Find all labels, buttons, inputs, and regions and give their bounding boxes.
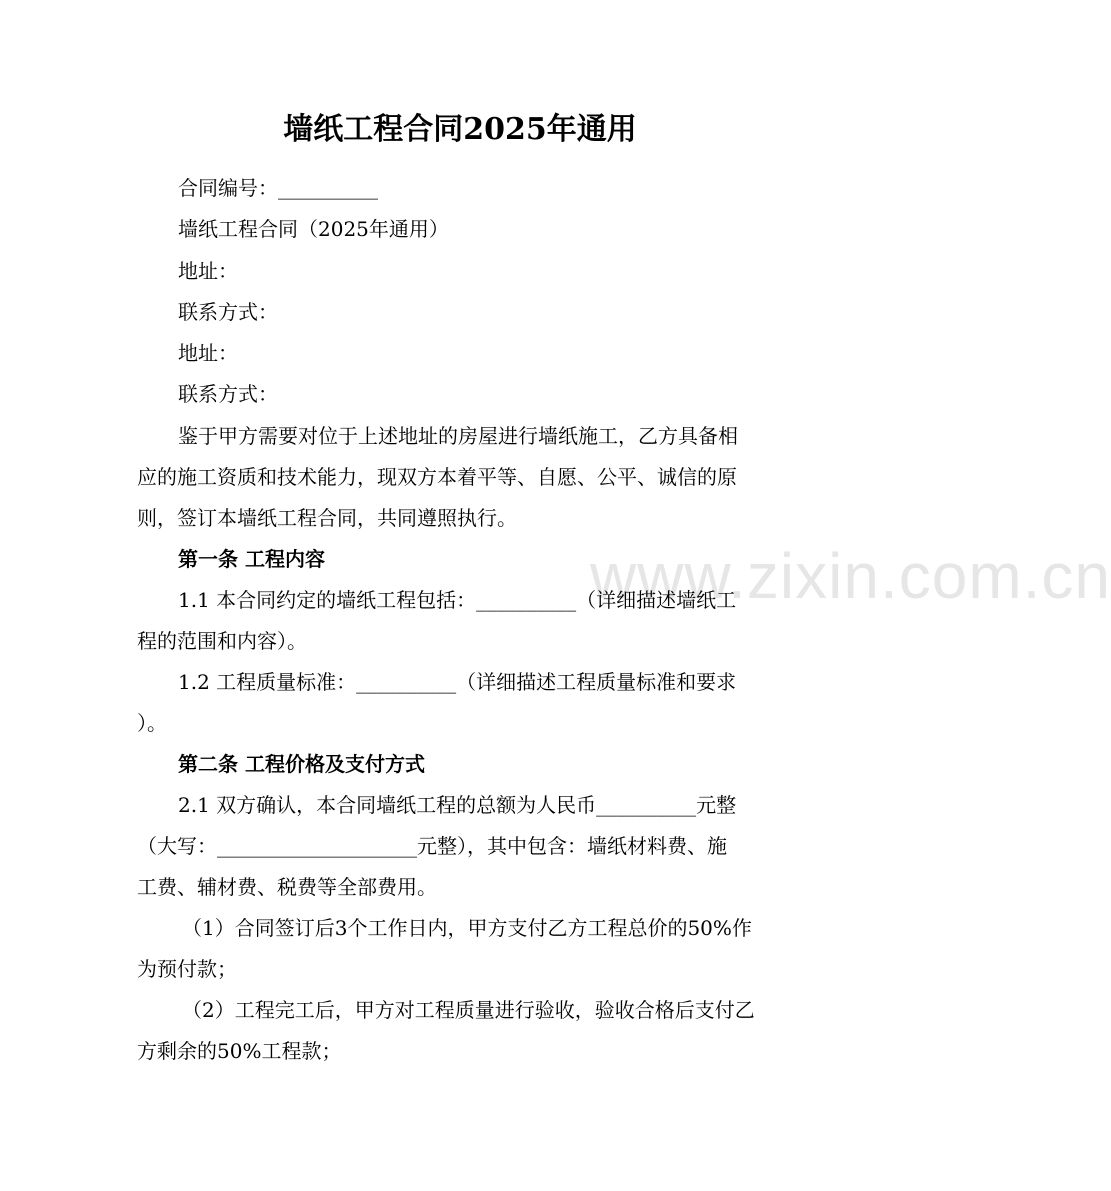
- contract-number-line: 合同编号：__________: [178, 176, 378, 200]
- contact-line-1: 联系方式：: [178, 300, 278, 324]
- payment-item-2-line-1: （2）工程完工后，甲方对工程质量进行验收，验收合格后支付乙: [182, 998, 755, 1022]
- preamble-line-1: 鉴于甲方需要对位于上述地址的房屋进行墙纸施工，乙方具备相: [178, 424, 738, 448]
- payment-item-2-line-2: 方剩余的50%工程款；: [137, 1039, 342, 1063]
- payment-item-1-line-1: （1）合同签订后3个工作日内，甲方支付乙方工程总价的50%作: [182, 916, 752, 940]
- contact-line-2: 联系方式：: [178, 382, 278, 406]
- contract-subtitle-line: 墙纸工程合同（2025年通用）: [178, 217, 449, 241]
- clause-2-1-line-3: 工费、辅材费、税费等全部费用。: [137, 875, 437, 899]
- clause-2-1-line-1: 2.1 双方确认，本合同墙纸工程的总额为人民币__________元整: [178, 793, 737, 817]
- article-2-heading: 第二条 工程价格及支付方式: [178, 752, 425, 776]
- clause-1-1-line-2: 程的范围和内容）。: [137, 629, 307, 653]
- clause-1-2-line-2: ）。: [137, 711, 167, 735]
- article-1-heading: 第一条 工程内容: [178, 547, 325, 571]
- preamble-line-3: 则，签订本墙纸工程合同，共同遵照执行。: [137, 506, 517, 530]
- clause-2-1-line-2: （大写：____________________元整），其中包含：墙纸材料费、施: [137, 834, 727, 858]
- address-line-1: 地址：: [178, 259, 238, 283]
- payment-item-1-line-2: 为预付款；: [137, 957, 237, 981]
- address-line-2: 地址：: [178, 341, 238, 365]
- clause-1-2-line-1: 1.2 工程质量标准：__________（详细描述工程质量标准和要求: [178, 670, 737, 694]
- watermark-logo: www.zixin.com.cn: [590, 540, 1111, 612]
- document-title: 墙纸工程合同2025年通用: [283, 112, 637, 147]
- preamble-line-2: 应的施工资质和技术能力，现双方本着平等、自愿、公平、诚信的原: [137, 465, 737, 489]
- clause-1-1-line-1: 1.1 本合同约定的墙纸工程包括：__________（详细描述墙纸工: [178, 588, 737, 612]
